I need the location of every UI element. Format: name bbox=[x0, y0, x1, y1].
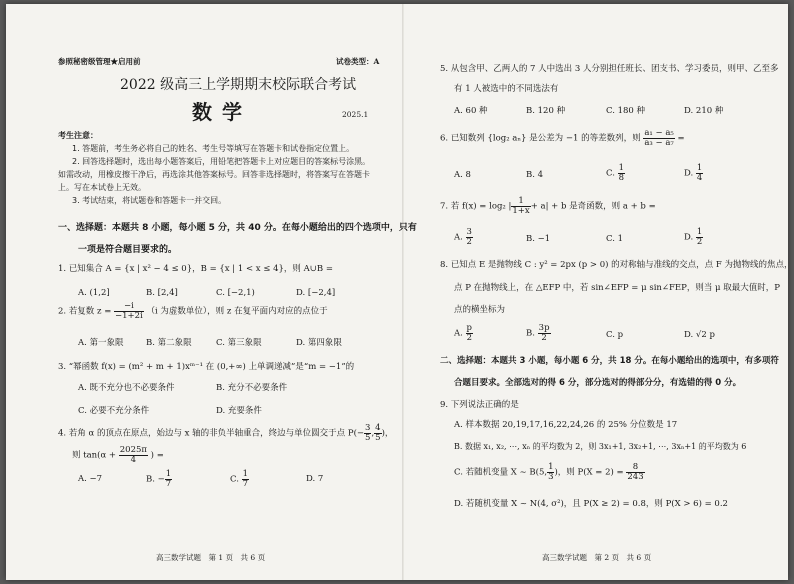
q2-num: −i bbox=[114, 302, 144, 312]
q7-option-d-label: D. bbox=[684, 232, 694, 243]
q3-option-a: A. 既不充分也不必要条件 bbox=[78, 383, 175, 393]
q4-close: )， bbox=[381, 428, 394, 439]
q4-option-c-den: 7 bbox=[242, 478, 249, 489]
q9-c-bd: 3 bbox=[548, 471, 554, 482]
header-note: 参照秘密级管理★启用前 bbox=[58, 57, 141, 66]
q1-stem: 1. 已知集合 A = {x | x² − 4 ≤ 0}，B = {x | 1 < x ≤ 4}，则 A∪B = bbox=[58, 264, 333, 274]
q7-option-d bbox=[684, 228, 703, 246]
notice-line-5: 3. 考试结束，将试题卷和答题卡一并交回。 bbox=[72, 196, 227, 205]
section2-heading-cont: 合题目要求。全部选对的得 6 分，部分选对的得部分分，有选错的得 0 分。 bbox=[454, 378, 742, 388]
q7-option-a-label: A. bbox=[454, 232, 463, 243]
q2-stem-post: （i 为虚数单位），则 z 在复平面内对应的点位于 bbox=[146, 306, 328, 317]
paper-type: 试卷类型：A bbox=[336, 57, 380, 66]
q6-den: a₃ − a₇ bbox=[644, 137, 674, 148]
q4-option-c bbox=[230, 470, 249, 488]
q6-stem bbox=[440, 129, 685, 147]
q4-option-b-label: B. − bbox=[146, 474, 165, 485]
q7-option-b: B. −1 bbox=[526, 234, 551, 244]
q8-stem-line3: 点的横坐标为 bbox=[454, 305, 506, 315]
q6-option-d bbox=[684, 164, 703, 182]
q8-b-num: 3p bbox=[538, 323, 550, 333]
q3-option-d: D. 充要条件 bbox=[216, 406, 262, 416]
q4-tan-den: 4 bbox=[130, 454, 137, 465]
q4-option-a: A. −7 bbox=[78, 474, 103, 484]
q7-d-num: 1 bbox=[696, 227, 703, 237]
q7-num: 1 bbox=[511, 197, 530, 207]
q9-option-d: D. 若随机变量 X ~ N(4, σ²)，且 P(X ≥ 2) = 0.8，则 P(X > 6) = 0.2 bbox=[454, 499, 728, 509]
q6-stem-post: = bbox=[677, 133, 685, 144]
q9-c-pre: C. 若随机变量 X ~ B(5, bbox=[454, 467, 548, 478]
q9-c-den: 243 bbox=[627, 471, 644, 482]
q4-option-b-frac bbox=[165, 470, 172, 488]
q6-option-c-frac bbox=[618, 164, 625, 182]
q6-option-d-frac bbox=[696, 164, 703, 182]
q4-x-num: 3 bbox=[365, 423, 371, 433]
q7-den: 1+x bbox=[512, 205, 530, 216]
page-1 bbox=[6, 4, 417, 580]
q1-option-b: B. [2,4] bbox=[146, 288, 178, 298]
q2-den: −1+2i bbox=[115, 310, 143, 321]
q4-line2-post: ) = bbox=[150, 450, 164, 461]
q9-c-num: 8 bbox=[626, 463, 644, 473]
q7-option-c: C. 1 bbox=[606, 234, 624, 244]
page-2 bbox=[404, 4, 793, 580]
q6-option-d-label: D. bbox=[684, 168, 694, 179]
section1-heading-cont: 一项是符合题目要求的。 bbox=[78, 245, 178, 255]
q4-sep: , bbox=[371, 428, 375, 439]
notice-line-2: 2. 回答选择题时，选出每小题答案后，用铅笔把答题卡上对应题目的答案标号涂黑。 bbox=[72, 157, 371, 166]
q8-stem-line2: 点 P 在抛物线上，在 △EFP 中，若 sin∠EFP = μ sin∠FEP，则当 μ 取最大值时，P bbox=[454, 283, 780, 293]
q2-option-a: A. 第一象限 bbox=[78, 338, 124, 348]
q4-option-b bbox=[146, 470, 172, 488]
q4-line1-text: 4. 若角 α 的顶点在原点，始边与 x 轴的非负半轴重合，终边与单位圆交于点 P(− bbox=[58, 428, 365, 439]
q9-option-b: B. 数据 x₁, x₂, ⋯, xₙ 的平均数为 2，则 3x₁+1, 3x₂+1, ⋯, 3xₙ+1 的平均数为 6 bbox=[454, 442, 747, 451]
q6-option-c bbox=[606, 164, 625, 182]
q3-option-c: C. 必要不充分条件 bbox=[78, 406, 150, 416]
q5-stem-line2: 有 1 人被选中的不同选法有 bbox=[454, 84, 559, 94]
exam-sheet bbox=[6, 4, 793, 580]
q5-option-a: A. 60 种 bbox=[454, 106, 488, 116]
q5-stem-line1: 5. 从包含甲、乙两人的 7 人中选出 3 人分别担任班长、团支书、学习委员，则甲、乙至多 bbox=[440, 64, 779, 74]
page-2-footer: 高三数学试题 第 2 页 共 6 页 bbox=[542, 553, 652, 562]
q7-option-a-frac bbox=[466, 228, 473, 246]
q1-option-c: C. [−2,1) bbox=[216, 288, 255, 298]
q7-fraction bbox=[511, 197, 530, 215]
q8-option-a-frac bbox=[466, 324, 473, 342]
q6-option-c-label: C. bbox=[606, 168, 615, 179]
q2-fraction bbox=[114, 302, 144, 320]
page-1-footer: 高三数学试题 第 1 页 共 6 页 bbox=[156, 553, 266, 562]
q9-option-c bbox=[454, 463, 645, 481]
q6-option-a: A. 8 bbox=[454, 170, 471, 180]
q9-option-a: A. 样本数据 20,19,17,16,22,24,26 的 25% 分位数是 17 bbox=[454, 420, 678, 430]
q4-tan-num: 2025π bbox=[119, 445, 147, 455]
q9-c-bn: 1 bbox=[548, 462, 554, 472]
notice-line-3: 如需改动，用橡皮擦干净后，再选涂其他答案标号。回答非选择题时，将答案写在答题卡 bbox=[58, 170, 370, 179]
q4-option-d: D. 7 bbox=[306, 474, 324, 484]
q6-num: a₁ − a₅ bbox=[644, 128, 674, 138]
q6-d-den: 4 bbox=[696, 172, 703, 183]
subject-title: 数学 bbox=[192, 100, 252, 124]
q8-stem-line1: 8. 已知点 E 是抛物线 C : y² = 2px (p > 0) 的对称轴与准线的交点，点 F 为抛物线的焦点， bbox=[440, 260, 793, 270]
q8-option-a-label: A. bbox=[454, 328, 463, 339]
exam-title: 2022 级高三上学期期末校际联合考试 bbox=[120, 77, 357, 93]
q7-a-num: 3 bbox=[466, 227, 472, 237]
q9-c-mid: )，则 P(X = 2) = bbox=[554, 467, 624, 478]
q6-c-den: 8 bbox=[618, 172, 625, 183]
q8-option-a bbox=[454, 324, 473, 342]
q4-y-num: 4 bbox=[375, 423, 381, 433]
q7-d-den: 2 bbox=[696, 236, 703, 247]
q2-option-b: B. 第二象限 bbox=[146, 338, 192, 348]
q7-option-a bbox=[454, 228, 473, 246]
q4-option-b-den: 7 bbox=[165, 478, 172, 489]
q5-option-b: B. 120 种 bbox=[526, 106, 566, 116]
section1-heading: 一、选择题：本题共 8 小题，每小题 5 分，共 40 分。在每小题给出的四个选项中，只有 bbox=[58, 223, 417, 233]
q4-tan-frac bbox=[119, 446, 148, 464]
q8-option-b-label: B. bbox=[526, 328, 535, 339]
q8-b-den: 2 bbox=[541, 332, 547, 343]
q8-a-num: p bbox=[466, 323, 472, 333]
q7-a-den: 2 bbox=[466, 236, 472, 247]
q1-option-a: A. (1,2] bbox=[78, 288, 110, 298]
exam-date: 2025.1 bbox=[342, 110, 369, 119]
q5-option-c: C. 180 种 bbox=[606, 106, 646, 116]
q8-option-b-frac bbox=[538, 324, 551, 342]
q8-option-c: C. p bbox=[606, 330, 624, 340]
q2-stem-pre: 2. 若复数 z = bbox=[58, 306, 112, 317]
q3-option-b: B. 充分不必要条件 bbox=[216, 383, 288, 393]
q3-stem: 3. “幂函数 f(x) = (m² + m + 1)xᵐ⁻¹ 在 (0,+∞) 上单调递减”是“m = −1”的 bbox=[58, 362, 355, 372]
section2-heading: 二、选择题：本题共 3 小题，每小题 6 分，共 18 分。在每小题给出的选项中，有多项符 bbox=[440, 356, 779, 366]
q5-option-d: D. 210 种 bbox=[684, 106, 724, 116]
q6-c-num: 1 bbox=[618, 163, 625, 173]
q1-option-d: D. [−2,4] bbox=[296, 288, 336, 298]
q2-option-d: D. 第四象限 bbox=[296, 338, 342, 348]
q4-line2-pre: 则 tan(α + bbox=[72, 450, 117, 461]
q2-stem bbox=[58, 302, 328, 320]
q4-y-den: 5 bbox=[375, 432, 381, 443]
q6-option-b: B. 4 bbox=[526, 170, 544, 180]
q9-c-prob-frac bbox=[626, 463, 644, 481]
q8-a-den: 2 bbox=[466, 332, 472, 343]
q6-d-num: 1 bbox=[696, 163, 703, 173]
q4-option-b-num: 1 bbox=[165, 469, 172, 479]
q6-fraction bbox=[643, 129, 674, 147]
q4-stem-line2 bbox=[72, 446, 164, 464]
q4-option-c-num: 1 bbox=[242, 469, 249, 479]
q4-option-c-label: C. bbox=[230, 474, 239, 485]
q7-stem-pre: 7. 若 f(x) = log₂ | bbox=[440, 201, 512, 212]
notice-title: 考生注意： bbox=[58, 131, 98, 140]
q4-option-c-frac bbox=[242, 470, 249, 488]
q7-option-d-frac bbox=[696, 228, 703, 246]
q8-option-b bbox=[526, 324, 551, 342]
notice-line-4: 上。写在本试卷上无效。 bbox=[58, 183, 146, 192]
q7-stem-post: + a| + b 是奇函数，则 a + b = bbox=[530, 201, 656, 212]
q4-frac-y bbox=[374, 424, 381, 442]
notice-line-1: 1. 答题前，考生务必将自己的姓名、考生号等填写在答题卡和试卷指定位置上。 bbox=[72, 144, 355, 153]
q8-option-d: D. √2 p bbox=[684, 330, 715, 340]
q6-stem-pre: 6. 已知数列 {log₂ aₙ} 是公差为 −1 的等差数列，则 bbox=[440, 133, 641, 144]
q4-x-den: 5 bbox=[365, 432, 371, 443]
q4-stem-line1 bbox=[58, 424, 393, 442]
q2-option-c: C. 第三象限 bbox=[216, 338, 262, 348]
q7-stem bbox=[440, 197, 656, 215]
q9-stem: 9. 下列说法正确的是 bbox=[440, 400, 519, 410]
